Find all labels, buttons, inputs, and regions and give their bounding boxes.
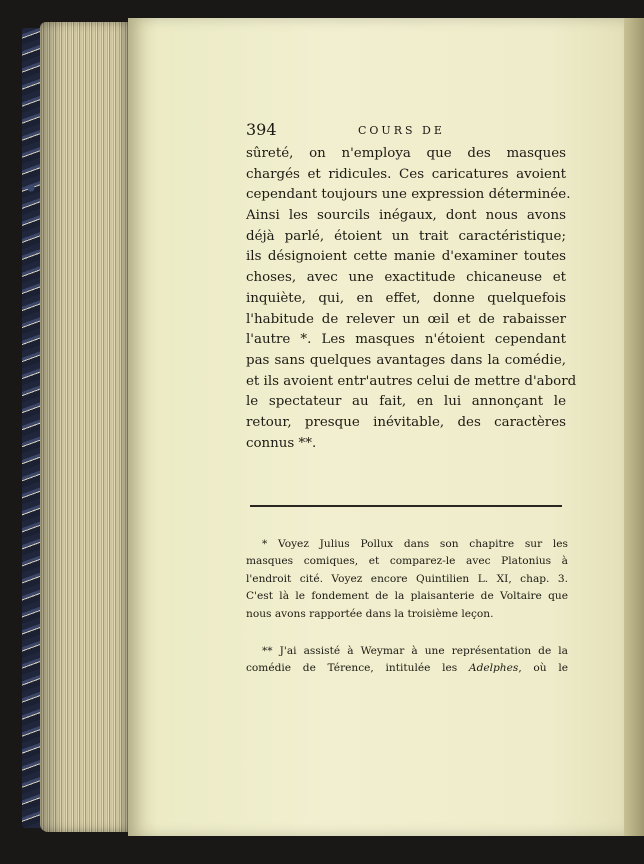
footnote-line: nous avons rapportée dans la troisième leçon. (246, 607, 494, 620)
book-page (128, 18, 624, 836)
text-line: et ils avoient entr'autres celui de mettre d'abord (246, 373, 577, 389)
footnote-line: ** J'ai assisté à Weymar à une représentation de la (262, 644, 568, 657)
footnote-line: C'est là le fondement de la plaisanterie de Voltaire que (246, 590, 568, 603)
text-line: inquiète, qui, en effet, donne quelquefois (246, 290, 566, 306)
footnote-line: l'endroit cité. Voyez encore Quintilien L. XI, chap. 3. (246, 572, 568, 585)
text-line: déjà parlé, étoient un trait caractéristique; (246, 228, 566, 244)
page-number: 394 (246, 120, 277, 139)
text-line: sûreté, on n'employa que des masques (246, 146, 566, 161)
page-right-edge (624, 18, 644, 836)
footnotes (246, 536, 568, 678)
text-line: l'autre *. Les masques n'étoient cependant (246, 332, 566, 348)
footnote-line: * Voyez Julius Pollux dans son chapitre sur les (262, 538, 568, 550)
text-line: choses, avec une exactitude chicaneuse et (246, 270, 566, 286)
text-line: ils désignoient cette manie d'examiner toutes (246, 249, 566, 265)
text-line: l'habitude de relever un œil et de rabaisser (246, 311, 566, 327)
footnote-line: masques comiques, et comparez-le avec Platonius à (246, 555, 568, 568)
footnote-text: , où le (518, 662, 568, 675)
footnote-line (246, 660, 568, 677)
page-edges (40, 22, 136, 832)
main-paragraph (246, 144, 577, 454)
text-line: cependant toujours une expression déterminée. (246, 187, 571, 203)
footnote-text: comédie de Térence, intitulée les (246, 662, 469, 675)
work-title: Adelphes (468, 662, 519, 675)
text-line: pas sans quelques avantages dans la comédie, (246, 352, 566, 368)
page-text (246, 120, 577, 454)
text-line: le spectateur au fait, en lui annonçant le (246, 394, 566, 410)
footnote-rule (250, 505, 562, 507)
text-line: chargés et ridicules. Ces caricatures avoient (246, 166, 566, 182)
text-line: connus **. (246, 435, 317, 451)
footnote-1 (246, 536, 568, 623)
running-title: COURS DE (358, 124, 445, 137)
text-line: retour, presque inévitable, des caractères (246, 414, 566, 430)
text-line: Ainsi les sourcils inégaux, dont nous avons (246, 208, 566, 224)
footnote-2 (246, 643, 568, 678)
running-head (246, 120, 566, 144)
